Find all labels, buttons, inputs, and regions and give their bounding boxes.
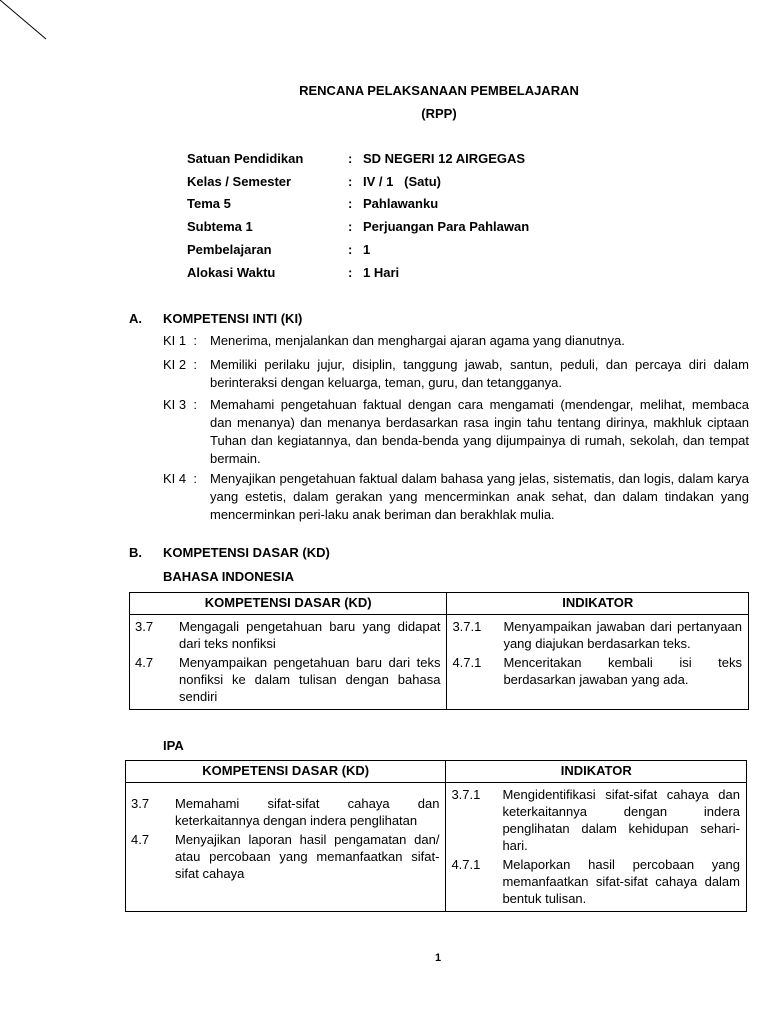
indikator-number: 3.7.1	[452, 619, 482, 634]
identity-label: Pembelajaran	[187, 242, 272, 257]
ki-label: KI 2 :	[163, 357, 197, 372]
section-b-title: KOMPETENSI DASAR (KD)	[163, 545, 330, 560]
column-header-indikator: INDIKATOR	[446, 761, 747, 783]
table-row	[126, 783, 747, 912]
identity-label: Kelas / Semester	[187, 174, 292, 189]
ki-text: Memahami pengetahuan faktual dengan cara mengamati (mendengar, melihat, membaca dan menanya) dan menanya berdasarkan rasa ingin tahu tentang dirinya, makhluk ciptaan Tuhan dan kegiatannya, dan benda-benda yang dijumpainya di rumah, sekolah, dan tempat bermain.	[210, 397, 749, 466]
kd-table-ipa	[125, 760, 747, 912]
ki-item-4	[163, 470, 749, 542]
section-a-title: KOMPETENSI INTI (KI)	[163, 311, 303, 326]
ki-item-3	[163, 396, 749, 468]
kd-item	[135, 654, 440, 705]
identity-value: 1	[363, 242, 371, 257]
column-header-kd: KOMPETENSI DASAR (KD)	[130, 593, 447, 615]
kd-text: Mengagali pengetahuan baru yang didapat dari teks nonfiksi	[179, 619, 441, 651]
ki-text: Memiliki perilaku jujur, disiplin, tanggung jawab, santun, peduli, dan percaya diri dalam berinteraksi dengan keluarga, teman, guru, dan tetangganya.	[210, 357, 749, 390]
section-b-letter: B.	[129, 545, 142, 560]
ki-item-2	[163, 356, 749, 394]
identity-colon: :	[348, 242, 353, 257]
kd-number: 3.7	[131, 796, 150, 811]
identity-value: IV / 1 (Satu)	[363, 174, 442, 189]
kd-number: 4.7	[131, 832, 150, 847]
subject-ipa-heading: IPA	[163, 738, 184, 753]
identity-value: Pahlawanku	[363, 196, 439, 211]
kd-item	[135, 618, 440, 652]
column-header-kd: KOMPETENSI DASAR (KD)	[126, 761, 446, 783]
indikator-number: 4.7.1	[451, 857, 481, 872]
table-row	[130, 615, 749, 710]
identity-colon: :	[348, 151, 353, 166]
kd-cell	[130, 615, 447, 710]
identity-label: Alokasi Waktu	[187, 265, 276, 280]
indikator-item	[451, 786, 740, 854]
identity-colon: :	[348, 219, 353, 234]
document-subtitle: (RPP)	[421, 106, 457, 121]
ki-text: Menerima, menjalankan dan menghargai ajaran agama yang dianutnya.	[210, 333, 625, 348]
kd-text: Memahami sifat-sifat cahaya dan keterkaitannya dengan indera penglihatan	[175, 796, 440, 828]
identity-label: Subtema 1	[187, 219, 253, 234]
kd-text: Menyampaikan pengetahuan baru dari teks nonfiksi ke dalam tulisan dengan bahasa sendiri	[179, 655, 441, 704]
page-number: 1	[434, 952, 442, 964]
ki-text: Menyajikan pengetahuan faktual dalam bahasa yang jelas, sistematis, dan logis, dalam karya yang estetis, dalam gerakan yang mencerminkan anak sehat, dan dalam tindakan yang mencerminkan peri-laku anak beriman dan berakhlak mulia.	[210, 471, 749, 522]
kd-item	[131, 795, 439, 829]
identity-value: SD NEGERI 12 AIRGEGAS	[363, 151, 526, 166]
indikator-text: Melaporkan hasil percobaan yang memanfaatkan sifat-sifat cahaya dalam bentuk tulisan.	[502, 857, 740, 906]
indikator-cell	[446, 783, 747, 912]
ki-label: KI 4 :	[163, 471, 197, 486]
identity-colon: :	[348, 174, 353, 189]
corner-fold-line	[0, 0, 60, 50]
table-header-row	[130, 593, 749, 615]
kd-number: 4.7	[135, 655, 154, 670]
section-a-letter: A.	[129, 311, 142, 326]
indikator-item	[451, 856, 740, 907]
identity-colon: :	[348, 196, 353, 211]
indikator-item	[452, 654, 742, 688]
indikator-number: 3.7.1	[451, 787, 481, 802]
kd-item	[131, 831, 439, 882]
kd-cell	[126, 783, 446, 912]
ki-label: KI 3 :	[163, 397, 197, 412]
identity-value: Perjuangan Para Pahlawan	[363, 219, 530, 234]
indikator-text: Menyampaikan jawaban dari pertanyaan yang diajukan berdasarkan teks.	[503, 619, 742, 651]
identity-colon: :	[348, 265, 353, 280]
ki-item-1	[163, 332, 749, 352]
kd-text: Menyajikan laporan hasil pengamatan dan/ atau percobaan yang memanfaatkan sifat-sifat cahaya	[175, 832, 440, 881]
identity-label: Satuan Pendidikan	[187, 151, 304, 166]
kd-number: 3.7	[135, 619, 154, 634]
indikator-item	[452, 618, 742, 652]
identity-value: 1 Hari	[363, 265, 400, 280]
indikator-text: Menceritakan kembali isi teks berdasarkan jawaban yang ada.	[503, 655, 742, 687]
kd-table-bahasa-indonesia	[129, 592, 749, 710]
indikator-number: 4.7.1	[452, 655, 482, 670]
indikator-text: Mengidentifikasi sifat-sifat cahaya dan keterkaitannya dengan indera penglihatan dalam kehidupan sehari-hari.	[502, 787, 740, 853]
identity-label: Tema 5	[187, 196, 231, 211]
subject-bahasa-indonesia-heading: BAHASA INDONESIA	[163, 569, 294, 584]
document-title: RENCANA PELAKSANAAN PEMBELAJARAN	[299, 83, 579, 98]
column-header-indikator: INDIKATOR	[447, 593, 749, 615]
indikator-cell	[447, 615, 749, 710]
table-header-row	[126, 761, 747, 783]
ki-label: KI 1 :	[163, 333, 197, 348]
